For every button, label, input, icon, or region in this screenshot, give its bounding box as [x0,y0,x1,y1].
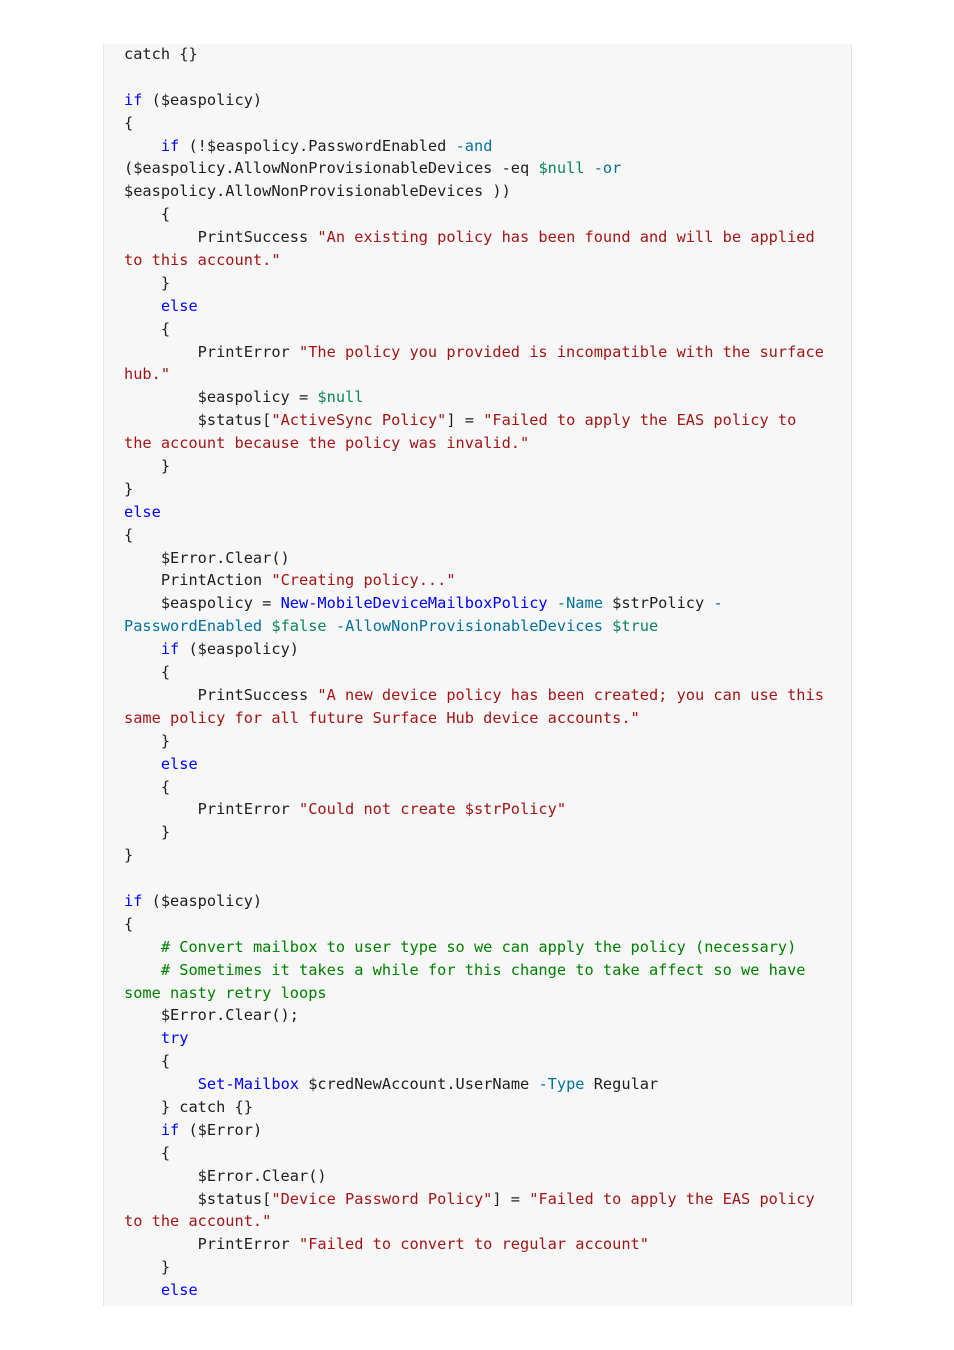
code-text: $easpolicy = [124,594,281,613]
string-token: "Failed to apply the EAS policy to [483,411,797,430]
parameter-token: -Type [538,1075,585,1094]
code-text: ($easpolicy) [142,891,263,910]
code-text: ($easpolicy.AllowNonProvisionableDevices -eq [124,159,539,178]
code-line [124,318,824,341]
code-text [124,1029,161,1047]
keyword-token: if [124,891,143,910]
code-line [124,707,824,730]
string-token: "ActiveSync Policy" [271,411,447,430]
keyword-token: if [160,640,180,659]
code-text: ($easpolicy) [142,90,263,109]
code-line [124,1210,824,1233]
code-text: $strPolicy [602,594,714,613]
code-text: { [124,113,134,132]
code-text [124,1075,198,1093]
code-line [124,112,824,135]
code-block [103,44,852,1306]
code-text: ($easpolicy) [179,640,299,659]
code-line [124,684,824,707]
code-text [548,594,557,612]
code-line [124,936,824,959]
code-line [124,867,824,890]
code-text: ] = [492,1189,530,1208]
code-text: { [124,914,134,933]
code-line [124,157,824,180]
code-text: $easpolicy.AllowNonProvisionableDevices )) [124,182,511,201]
code-text: $Error.Clear() [124,1166,327,1185]
string-token: to this account." [124,251,281,270]
code-line [124,1279,824,1302]
comment-token: some nasty retry loops [124,983,327,1002]
code-line [124,478,824,501]
variable-token: $null [317,388,364,407]
parameter-token: - [713,594,723,613]
code-line [124,272,824,295]
cmdlet-token: Set-Mailbox [197,1075,299,1094]
code-line [124,569,824,592]
code-line [124,592,824,615]
code-line [124,203,824,226]
keyword-token: try [160,1029,189,1048]
code-line [124,798,824,821]
code-text: $credNewAccount.UserName [299,1075,539,1094]
code-text: PrintError [124,342,299,361]
code-text: } catch {} [124,1097,253,1116]
parameter-token: PasswordEnabled [124,617,263,636]
cmdlet-token: New-MobileDeviceMailboxPolicy [280,594,548,613]
code-line [124,363,824,386]
keyword-token: if [124,90,143,109]
code-line [124,1004,824,1027]
code-line [124,44,824,66]
string-token: same policy for all future Surface Hub device accounts." [124,708,640,727]
code-line [124,501,824,524]
code-line [124,1050,824,1073]
keyword-token: else [160,1281,198,1300]
parameter-token: -Name [556,594,603,613]
string-token: "A new device policy has been created; you can use this [317,685,824,704]
code-text [124,640,161,658]
code-line [124,524,824,547]
string-token: "Creating policy..." [271,571,456,590]
parameter-token: -and [455,136,493,155]
code-text: $easpolicy = [124,388,318,407]
parameter-token: -or [593,159,622,178]
code-line [124,66,824,89]
code-text: { [124,777,171,796]
code-text: PrintError [124,800,299,819]
code-text: PrintError [124,1235,299,1254]
code-line [124,776,824,799]
code-text: $Error.Clear(); [124,1006,299,1025]
code-text: } [124,846,134,865]
code-line [124,180,824,203]
code-text: ] = [446,411,484,430]
code-text: { [124,319,171,338]
keyword-token: else [124,502,161,521]
code-text: PrintAction [124,571,272,590]
code-line [124,890,824,913]
code-text: } [124,731,171,750]
code-line [124,1096,824,1119]
code-text [124,137,161,155]
code-text [327,617,336,635]
code-line [124,844,824,867]
code-text: { [124,1143,171,1162]
code-text: { [124,663,171,682]
code-line [124,638,824,661]
code-line [124,249,824,272]
code-text: { [124,205,171,224]
code-line [124,1142,824,1165]
code-text [124,961,161,979]
code-line [124,89,824,112]
string-token: "Failed to convert to regular account" [298,1235,649,1254]
comment-token: # Sometimes it takes a while for this change to take affect so we have [160,960,806,979]
code-text: { [124,1052,171,1071]
string-token: to the account." [124,1212,272,1231]
code-line [124,432,824,455]
code-line [124,913,824,936]
code-text [124,938,161,956]
code-text [603,617,612,635]
code-line [124,1165,824,1188]
code-line [124,386,824,409]
code-text: } [124,479,134,498]
code-line [124,409,824,432]
code-text [124,1121,161,1139]
code-line [124,135,824,158]
code-line [124,1027,824,1050]
code-text [262,617,271,635]
keyword-token: if [160,1120,180,1139]
code-line [124,982,824,1005]
string-token: "An existing policy has been found and will be applied [317,228,815,247]
code-text: $status[ [124,411,272,430]
code-text [124,755,161,773]
code-text: Regular [584,1075,659,1094]
string-token: the account because the policy was invalid." [124,434,530,453]
code-line [124,226,824,249]
code-line [124,341,824,364]
code-line [124,730,824,753]
code-text: $status[ [124,1189,272,1208]
code-line [124,295,824,318]
code-text: } [124,1258,171,1277]
comment-token: # Convert mailbox to user type so we can apply the policy (necessary) [160,937,797,956]
code-line [124,1233,824,1256]
code-line [124,1119,824,1142]
code-text: catch {} [124,45,198,63]
code-text [124,297,161,315]
code-text: } [124,457,171,476]
code-line [124,753,824,776]
code-line [124,1073,824,1096]
code-line [124,959,824,982]
string-token: "Failed to apply the EAS policy [529,1189,815,1208]
code-line [124,1256,824,1279]
code-line [124,821,824,844]
code-line [124,547,824,570]
code-line [124,661,824,684]
code-listing [124,44,824,1302]
code-text: $Error.Clear() [124,548,290,567]
code-text: } [124,823,171,842]
code-text: } [124,273,171,292]
parameter-token: -AllowNonProvisionableDevices [335,617,603,636]
code-line [124,455,824,478]
string-token: "Could not create $strPolicy" [298,800,567,819]
code-text: (!$easpolicy.PasswordEnabled [179,136,456,155]
code-line [124,615,824,638]
code-text: PrintSuccess [124,685,318,704]
variable-token: $true [612,617,659,636]
code-text [124,1281,161,1299]
string-token: hub." [124,365,171,384]
keyword-token: else [160,754,198,773]
variable-token: $null [538,159,585,178]
keyword-token: if [160,136,180,155]
code-text [585,159,594,177]
code-text: ($Error) [179,1120,263,1139]
variable-token: $false [271,617,327,636]
string-token: "The policy you provided is incompatible with the surface [298,342,824,361]
keyword-token: else [160,296,198,315]
code-line [124,1188,824,1211]
code-text: PrintSuccess [124,228,318,247]
string-token: "Device Password Policy" [271,1189,493,1208]
code-text: { [124,525,134,544]
